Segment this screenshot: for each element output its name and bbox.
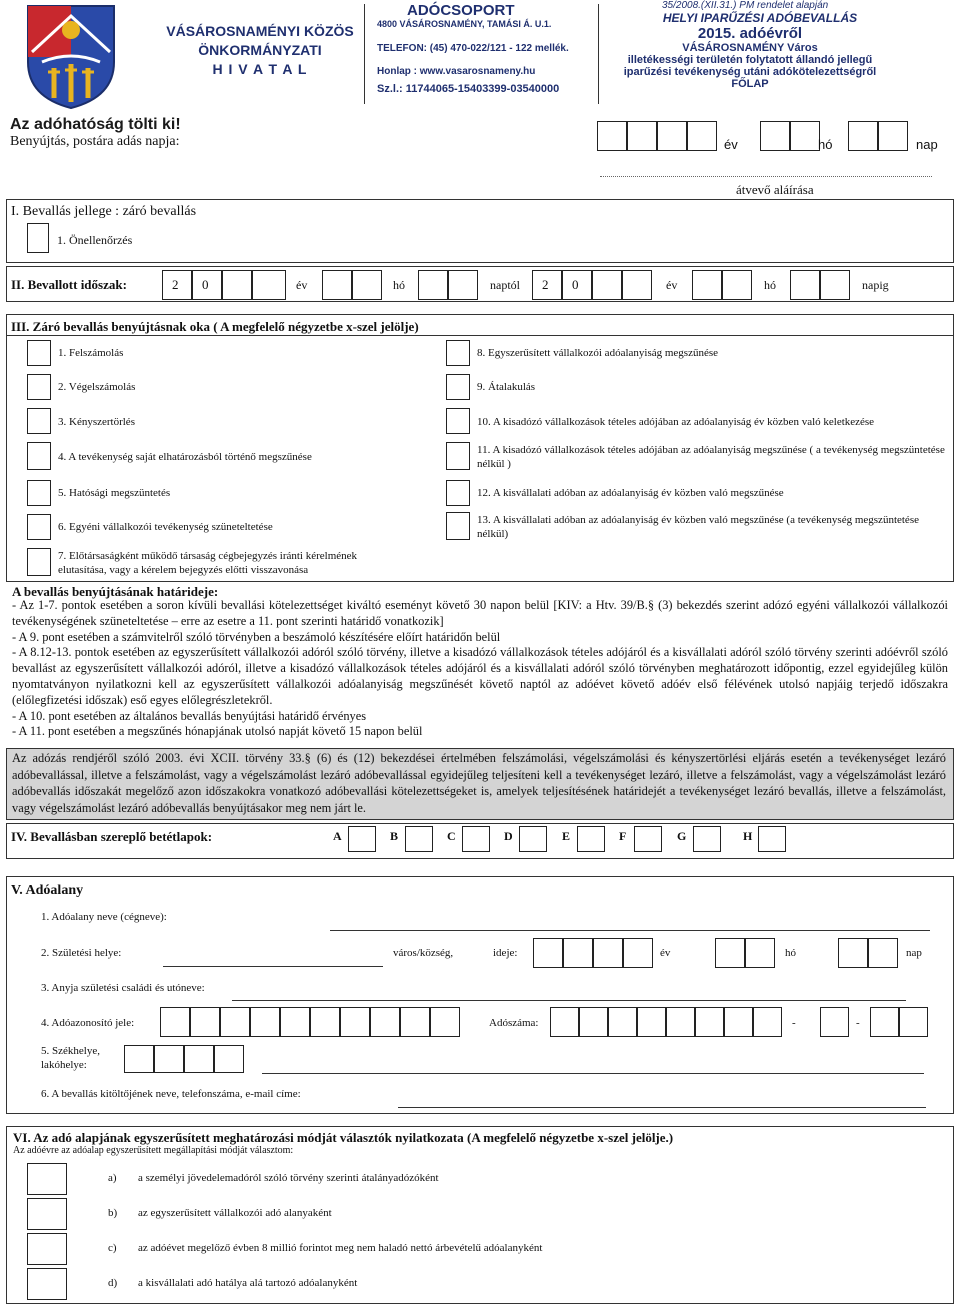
reason-checkbox-9[interactable] xyxy=(446,374,470,400)
org-name-line3: H I V A T A L xyxy=(212,61,308,77)
reason-label-8: 8. Egyszerűsített vállalkozói adóalanyiság megszűnése xyxy=(477,347,719,359)
deadline-rule-5: - A 11. pont esetében a megszűnés hónapjának utolsó napját követő 15 napon belül xyxy=(12,724,423,739)
self-check-label: 1. Önellenőrzés xyxy=(57,233,133,247)
mother-name-input[interactable] xyxy=(232,1000,906,1001)
sheet-d-checkbox[interactable] xyxy=(519,826,547,852)
sheet-a-label: A xyxy=(333,829,342,843)
tax-number-label: Adószáma: xyxy=(489,1017,539,1029)
deadline-rule-4: - A 10. pont esetében az általános bevallás benyújtási határidő érvényes xyxy=(12,708,367,723)
simplified-option-a-label: a személyi jövedelemadóról szóló törvény szerinti átalányadózóként xyxy=(138,1172,439,1184)
reason-label-3: 3. Kényszertörlés xyxy=(58,416,135,428)
birthdate-label: ideje: xyxy=(493,947,518,959)
deadline-rule-3: - A 8.12-13. pontok esetében az egyszerűsített vállalkozói adóról szóló törvény, illetve a kisadózó vállalkozások tételes adójáról és a kisvállalati adóról szóló törvény szerinti adóévről szóló bevallást az egyszerűsített vállalkozói adóról, illetve a kisadózó vállalkozások tételes adójáról és a kisvállalati adóról szóló törvényben meghatározott időpontig, ezzel egyidejűleg külön nyomtatványon nyilatkozni kell az egyszerűsített vállalkozói adóalanyiság megszűnését követő naptól az adóévet követő adóév első félévének utolsó napjáig terjedő időszakra (előlegfizetési időszak) eső egyes előlegrészletekről. xyxy=(12,645,948,707)
tax-number-dash-2: - xyxy=(856,1017,860,1029)
section1-title: I. Bevallás jellege : záró bevallás xyxy=(11,204,197,219)
birthplace-label: 2. Születési helye: xyxy=(41,947,122,959)
year-title: 2015. adóévről xyxy=(697,25,803,42)
period-to-year-label: év xyxy=(666,278,678,292)
office-account: Sz.l.: 11744065-15403399-03540000 xyxy=(377,83,560,95)
section4-title: IV. Bevallásban szereplő betétlapok: xyxy=(11,829,213,844)
reason-checkbox-2[interactable] xyxy=(27,374,51,400)
period-to-digit2: 0 xyxy=(572,277,579,292)
subtitle-line3: iparűzési tevékenység utáni adókötelezettségről xyxy=(623,66,877,78)
sheet-b-checkbox[interactable] xyxy=(405,826,433,852)
simplified-option-c-label: az adóévet megelőző évben 8 millió forintot meg nem haladó nettó árbevételű adóalanyként xyxy=(138,1242,543,1254)
deadline-rule-2: - A 9. pont esetében a számvitelről szóló törvényben a beszámoló készítésére előírt határidőn belül xyxy=(12,629,501,644)
reason-label-2: 2. Végelszámolás xyxy=(58,381,136,393)
reason-checkbox-13[interactable] xyxy=(446,512,470,540)
sheet-h-checkbox[interactable] xyxy=(758,826,786,852)
reason-label-1: 1. Felszámolás xyxy=(58,347,124,359)
simplified-option-b-checkbox[interactable] xyxy=(27,1198,67,1230)
reason-checkbox-3[interactable] xyxy=(27,408,51,434)
period-to-day-label: napig xyxy=(862,278,889,292)
crest-logo xyxy=(24,2,118,110)
section6-intro: Az adóévre az adóalap egyszerűsített megállapítási módját választom: xyxy=(13,1145,294,1156)
simplified-option-d-label: a kisvállalati adó hatálya alá tartozó adóalanyként xyxy=(138,1277,358,1289)
legal-note-text: Az adózás rendjéről szóló 2003. évi XCII. törvény 33.§ (6) és (12) bekezdései értelmében felszámolási, végelszámolási és kényszertörlési eljárás esetén a tevékenységet lezáró adóbevallással, illetve a felszámolást, vagy a végelszámolást lezáró adóbevallással egyidejűleg teljesíteni kell a tevékenységet lezáró, illetve a felszámolást, vagy a végelszámolást lezáró adóbevallás időszakát megelőző azon időszakokra vonatkozó adóbevallási kötelezettségeket is, amelyek teljesítésének határidejét a tevékenységet lezáró bevallás, illetve a felszámolást, vagy végelszámolást lezáró adóbevallás benyújtásakor meg nem járt le. xyxy=(12,751,946,815)
reason-checkbox-10[interactable] xyxy=(446,408,470,434)
reason-checkbox-4[interactable] xyxy=(27,442,51,470)
reason-checkbox-7[interactable] xyxy=(27,548,51,576)
simplified-option-a-letter: a) xyxy=(108,1172,117,1184)
simplified-option-c-checkbox[interactable] xyxy=(27,1233,67,1265)
receiver-signature-label: átvevő aláírása xyxy=(736,182,814,197)
simplified-option-b-letter: b) xyxy=(108,1207,118,1219)
simplified-option-d-checkbox[interactable] xyxy=(27,1268,67,1300)
section3-title: III. Záró bevallás benyújtásnak oka ( A megfelelő négyzetbe x-szel jelölje) xyxy=(11,319,419,334)
sheet-a-checkbox[interactable] xyxy=(348,826,376,852)
reason-label-7: 7. Előtársaságként működő társaság cégbejegyzés iránti kérelmének elutasítása, vagy a kérelem bejegyzés előtti visszavonása xyxy=(58,550,358,576)
reason-checkbox-5[interactable] xyxy=(27,480,51,506)
sheet-f-checkbox[interactable] xyxy=(634,826,662,852)
office-title: ADÓCSOPORT xyxy=(407,2,515,19)
seat-label-line2: lakóhelye: xyxy=(41,1059,87,1071)
reason-checkbox-8[interactable] xyxy=(446,340,470,366)
birthplace-input[interactable] xyxy=(163,966,383,967)
period-from-year-label: év xyxy=(296,278,308,292)
sheet-e-checkbox[interactable] xyxy=(577,826,605,852)
sheet-c-checkbox[interactable] xyxy=(462,826,490,852)
deadline-title: A bevallás benyújtásának határideje: xyxy=(12,584,219,599)
reason-label-5: 5. Hatósági megszüntetés xyxy=(58,487,171,499)
section6-title: VI. Az adó alapjának egyszerűsített meghatározási módját választók nyilatkozata (A megfelelő négyzetbe x-szel jelölje.) xyxy=(13,1130,674,1145)
reason-label-4: 4. A tevékenység saját elhatározásból történő megszűnése xyxy=(58,451,312,463)
subtitle-main-sheet: FŐLAP xyxy=(731,78,769,90)
reason-label-12: 12. A kisvállalati adóban az adóalanyiság év közben való megszűnése xyxy=(477,487,784,499)
reason-checkbox-1[interactable] xyxy=(27,340,51,366)
simplified-option-b-label: az egyszerűsített vállalkozói adó alanyaként xyxy=(138,1207,332,1219)
period-to-month-label: hó xyxy=(764,278,776,292)
subtitle-line2: illetékességi területén folytatott állandó jellegű xyxy=(627,54,873,66)
period-from-day-label: naptól xyxy=(490,278,520,292)
filler-contact-label: 6. A bevallás kitöltőjének neve, telefonszáma, e-mail címe: xyxy=(41,1088,301,1100)
org-name-line1: VÁSÁROSNAMÉNYI KÖZÖS xyxy=(166,23,354,39)
office-address: 4800 VÁSÁROSNAMÉNY, TAMÁSI Á. U.1. xyxy=(377,19,552,29)
period-to-digit1: 2 xyxy=(542,277,549,292)
reason-checkbox-6[interactable] xyxy=(27,514,51,540)
sheet-e-label: E xyxy=(562,829,571,843)
date-day-label: nap xyxy=(916,137,938,152)
filler-contact-input[interactable] xyxy=(398,1107,926,1108)
reason-label-9: 9. Átalakulás xyxy=(477,381,536,393)
period-from-digit2: 0 xyxy=(202,277,209,292)
office-web: Honlap : www.vasarosnameny.hu xyxy=(377,66,536,77)
birth-day-label: nap xyxy=(906,947,922,959)
form-title: HELYI IPARŰZÉSI ADÓBEVALLÁS xyxy=(662,11,858,25)
sheet-f-label: F xyxy=(619,829,627,843)
subtitle-city: VÁSÁROSNAMÉNY Város xyxy=(682,42,818,54)
reason-label-10: 10. A kisadózó vállalkozások tételes adójában az adóalanyiság év közben való keletkezése xyxy=(477,416,875,428)
office-phone: TELEFON: (45) 470-022/121 - 122 mellék. xyxy=(377,43,569,54)
simplified-option-d-letter: d) xyxy=(108,1277,118,1289)
deadline-rule-1: - Az 1-7. pontok esetében a soron kívüli bevallási kötelezettséget kiváltó eseményt követő 30 napon belül [KIV: a Htv. 39/B.§ (3) bekezdés szerint adózó egyéni vállalkozói vállalkozói tevékenységének szüneteltetése – erre az esetre a 11. pont szerinti határidő vonatkozik] xyxy=(12,598,948,628)
seat-address-input[interactable] xyxy=(262,1073,924,1074)
sheet-g-checkbox[interactable] xyxy=(693,826,721,852)
town-label: város/község, xyxy=(393,947,454,959)
reason-label-6: 6. Egyéni vállalkozói tevékenység szüneteltetése xyxy=(58,521,273,533)
reason-checkbox-11[interactable] xyxy=(446,442,470,470)
sheet-g-label: G xyxy=(677,829,687,843)
birth-year-label: év xyxy=(660,947,671,959)
birth-month-label: hó xyxy=(785,947,796,959)
decree-reference: 35/2008.(XII.31.) PM rendelet alapján xyxy=(662,0,829,11)
mother-name-label: 3. Anyja születési családi és utóneve: xyxy=(41,982,205,994)
tax-id-label: 4. Adóazonosító jele: xyxy=(41,1017,135,1029)
tax-number-dash-1: - xyxy=(792,1017,796,1029)
reason-checkbox-12[interactable] xyxy=(446,480,470,506)
date-year-label: év xyxy=(724,137,738,152)
reason-label-13: 13. A kisvállalati adóban az adóalanyiság év közben való megszűnése (a tevékenység megszüntetése nélkül) xyxy=(477,514,919,540)
seat-label-line1: 5. Székhelye, xyxy=(41,1045,100,1057)
sheet-c-label: C xyxy=(447,829,456,843)
taxpayer-name-input[interactable] xyxy=(330,930,930,931)
org-name-line2: ÖNKORMÁNYZATI xyxy=(198,42,322,58)
reason-label-11: 11. A kisadózó vállalkozások tételes adójában az adóalanyiság megszűnése ( a tevékenység megszüntetése nélkül ) xyxy=(477,444,945,470)
sheet-h-label: H xyxy=(743,829,753,843)
date-month-label: hó xyxy=(818,137,833,152)
section5-title: V. Adóalany xyxy=(11,883,84,898)
simplified-option-c-letter: c) xyxy=(108,1242,117,1254)
period-from-month-label: hó xyxy=(393,278,405,292)
period-from-digit1: 2 xyxy=(172,277,179,292)
taxpayer-name-label: 1. Adóalany neve (cégneve): xyxy=(41,911,167,923)
section2-title: II. Bevallott időszak: xyxy=(11,277,127,292)
self-check-checkbox[interactable] xyxy=(27,223,49,253)
submission-date-label: Benyújtás, postára adás napja: xyxy=(10,134,180,149)
sheet-b-label: B xyxy=(390,829,399,843)
sheet-d-label: D xyxy=(504,829,513,843)
authority-fills-label: Az adóhatóság tölti ki! xyxy=(10,116,181,133)
simplified-option-a-checkbox[interactable] xyxy=(27,1163,67,1195)
